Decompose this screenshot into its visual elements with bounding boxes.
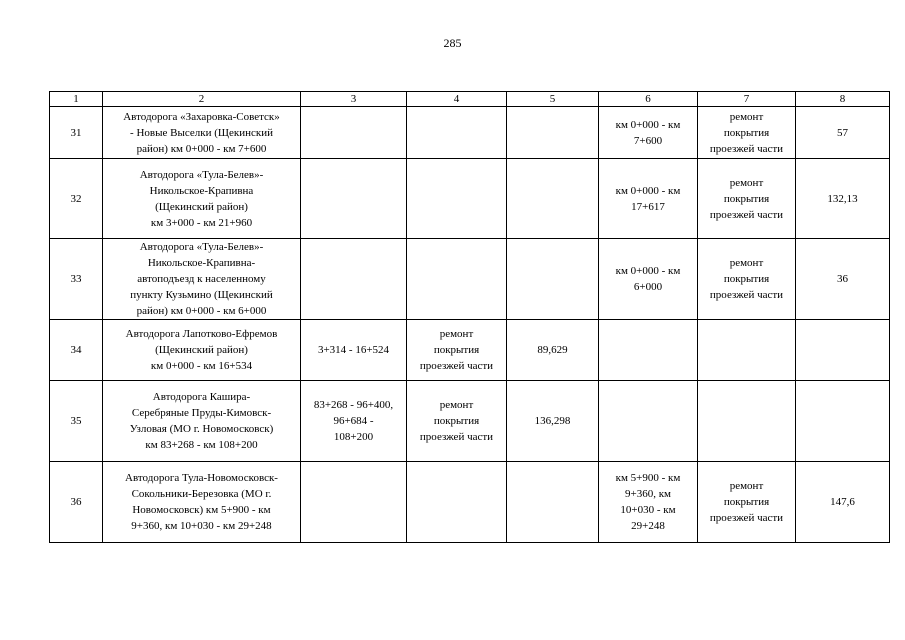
row-number: 31 xyxy=(50,107,103,159)
cell-col8 xyxy=(796,320,890,381)
header-cell-2: 2 xyxy=(103,92,301,107)
row-number: 34 xyxy=(50,320,103,381)
header-cell-7: 7 xyxy=(698,92,796,107)
cell-col8: 36 xyxy=(796,239,890,320)
header-cell-4: 4 xyxy=(407,92,507,107)
cell-col4: ремонт покрытия проезжей части xyxy=(407,320,507,381)
cell-col7: ремонт покрытия проезжей части xyxy=(698,239,796,320)
cell-col8: 132,13 xyxy=(796,159,890,239)
table-row xyxy=(50,381,890,462)
table-row xyxy=(50,107,890,159)
row-number: 32 xyxy=(50,159,103,239)
cell-col3 xyxy=(301,159,407,239)
cell-col5: 136,298 xyxy=(507,381,599,462)
row-number: 36 xyxy=(50,462,103,543)
cell-col4: ремонт покрытия проезжей части xyxy=(407,381,507,462)
cell-col5 xyxy=(507,159,599,239)
cell-col6 xyxy=(599,320,698,381)
cell-col4 xyxy=(407,239,507,320)
cell-col5 xyxy=(507,239,599,320)
cell-col6: км 0+000 - км 17+617 xyxy=(599,159,698,239)
road-name: Автодорога Кашира- Серебряные Пруды-Кимовск- Узловая (МО г. Новомосковск) км 83+268 - км 108+200 xyxy=(103,381,301,462)
row-number: 35 xyxy=(50,381,103,462)
table-row xyxy=(50,320,890,381)
cell-col6: км 0+000 - км 7+600 xyxy=(599,107,698,159)
cell-col8: 147,6 xyxy=(796,462,890,543)
road-name: Автодорога Тула-Новомосковск- Сокольники-Березовка (МО г. Новомосковск) км 5+900 - км 9+360, км 10+030 - км 29+248 xyxy=(103,462,301,543)
road-name: Автодорога «Захаровка-Советск» - Новые Выселки (Щекинский район) км 0+000 - км 7+600 xyxy=(103,107,301,159)
cell-col4 xyxy=(407,462,507,543)
table-row xyxy=(50,462,890,543)
header-cell-8: 8 xyxy=(796,92,890,107)
header-cell-5: 5 xyxy=(507,92,599,107)
road-name: Автодорога Лапотково-Ефремов (Щекинский район) км 0+000 - км 16+534 xyxy=(103,320,301,381)
header-cell-1: 1 xyxy=(50,92,103,107)
road-name: Автодорога «Тула-Белев»- Никольское-Крапивна- автоподъезд к населенному пункту Кузьмино (Щекинский район) км 0+000 - км 6+000 xyxy=(103,239,301,320)
table-row xyxy=(50,159,890,239)
cell-col4 xyxy=(407,107,507,159)
cell-col8 xyxy=(796,381,890,462)
cell-col3 xyxy=(301,239,407,320)
header-cell-6: 6 xyxy=(599,92,698,107)
cell-col5: 89,629 xyxy=(507,320,599,381)
cell-col7: ремонт покрытия проезжей части xyxy=(698,107,796,159)
cell-col3: 3+314 - 16+524 xyxy=(301,320,407,381)
cell-col8: 57 xyxy=(796,107,890,159)
cell-col3 xyxy=(301,462,407,543)
page-number: 285 xyxy=(443,36,462,50)
table-header-row xyxy=(50,92,890,107)
cell-col7: ремонт покрытия проезжей части xyxy=(698,159,796,239)
cell-col6 xyxy=(599,381,698,462)
road-name: Автодорога «Тула-Белев»- Никольское-Крапивна (Щекинский район) км 3+000 - км 21+960 xyxy=(103,159,301,239)
cell-col3 xyxy=(301,107,407,159)
cell-col7 xyxy=(698,320,796,381)
cell-col5 xyxy=(507,107,599,159)
cell-col6: км 0+000 - км 6+000 xyxy=(599,239,698,320)
cell-col4 xyxy=(407,159,507,239)
cell-col6: км 5+900 - км 9+360, км 10+030 - км 29+248 xyxy=(599,462,698,543)
cell-col3: 83+268 - 96+400, 96+684 - 108+200 xyxy=(301,381,407,462)
cell-col7: ремонт покрытия проезжей части xyxy=(698,462,796,543)
row-number: 33 xyxy=(50,239,103,320)
table-row xyxy=(50,239,890,320)
cell-col7 xyxy=(698,381,796,462)
header-cell-3: 3 xyxy=(301,92,407,107)
cell-col5 xyxy=(507,462,599,543)
roads-table xyxy=(49,91,890,543)
